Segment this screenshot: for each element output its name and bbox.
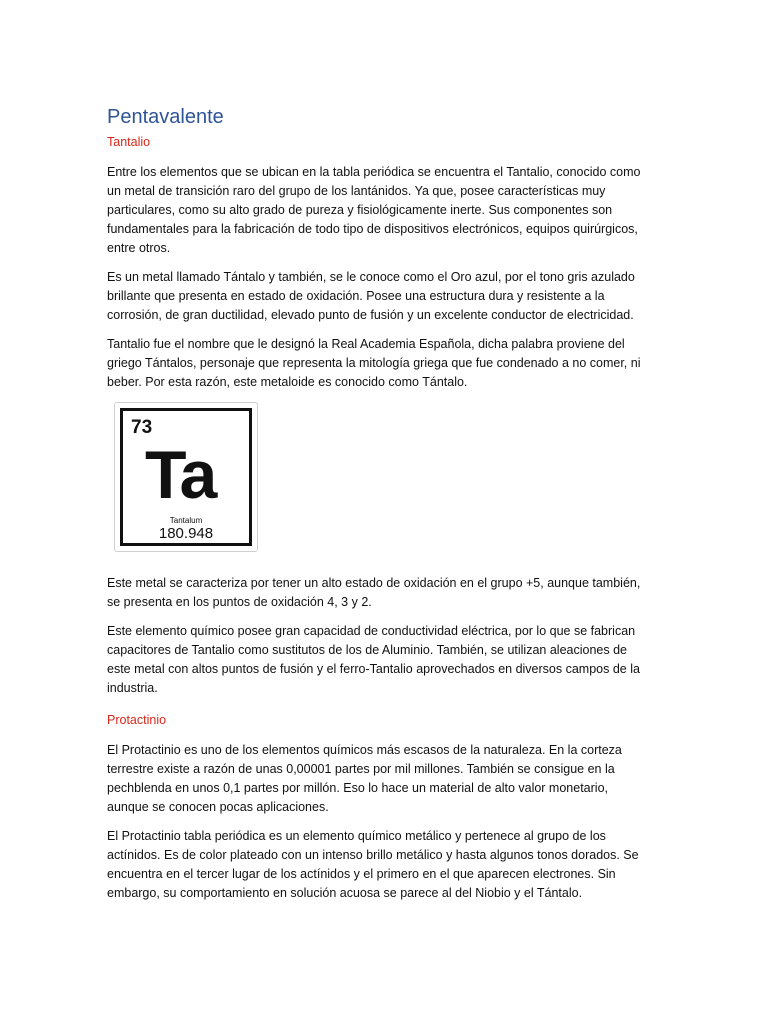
paragraph: Entre los elementos que se ubican en la tabla periódica se encuentra el Tantalio, conocido como un metal de transición raro del grupo de los lantánidos. Ya que, posee características muy particulares, como su alto grado de pureza y fisiológicamente inerte. Sus componentes son fundamentales para la fabricación de todo tipo de dispositivos electrónicos, equipos quirúrgicos, entre otros. bbox=[107, 165, 641, 255]
section-heading-protactinio: Protactinio bbox=[107, 713, 167, 727]
paragraph: Tantalio fue el nombre que le designó la Real Academia Española, dicha palabra proviene del griego Tántalos, personaje que representa la mitología griega que fue condenado a no comer, ni beber. Por esta razón, este metaloide es conocido como Tántalo. bbox=[107, 337, 641, 389]
tantalum-element-card bbox=[114, 402, 258, 552]
section-heading-tantalio: Tantalio bbox=[107, 135, 151, 149]
element-symbol: Ta bbox=[145, 437, 216, 513]
paragraph: El Protactinio es uno de los elementos químicos más escasos de la naturaleza. En la corteza terrestre existe a razón de unas 0,00001 partes por mil millones. También se consigue en la pechblenda en unos 0,1 partes por millón. Eso lo hace un material de alto valor monetario, aunque se conocen pocas aplicaciones. bbox=[107, 743, 622, 814]
atomic-number: 73 bbox=[131, 417, 153, 438]
element-card-border bbox=[120, 408, 252, 546]
atomic-mass: 180.948 bbox=[158, 525, 214, 542]
paragraph: Este elemento químico posee gran capacidad de conductividad eléctrica, por lo que se fabrican capacitores de Tantalio como sustitutos de los de Aluminio. También, se utilizan aleaciones de este metal con altos puntos de fusión y el ferro-Tantalio aprovechados en diversos campos de la industria. bbox=[107, 624, 640, 695]
paragraph: Es un metal llamado Tántalo y también, se le conoce como el Oro azul, por el tono gris azulado brillante que presenta en estado de oxidación. Posee una estructura dura y resistente a la corrosión, de gran ductilidad, elevado punto de fusión y un excelente conductor de electricidad. bbox=[107, 270, 635, 322]
page-title: Pentavalente bbox=[107, 106, 224, 128]
document-page bbox=[107, 104, 647, 913]
element-name: Tantalum bbox=[169, 516, 203, 525]
paragraph: Este metal se caracteriza por tener un alto estado de oxidación en el grupo +5, aunque también, se presenta en los puntos de oxidación 4, 3 y 2. bbox=[107, 576, 641, 609]
paragraph: El Protactinio tabla periódica es un elemento químico metálico y pertenece al grupo de los actínidos. Es de color plateado con un intenso brillo metálico y hasta algunos tonos dorados. Se encuentra en el tercer lugar de los actínidos y el primero en el que aparecen electrones. Sin embargo, su comportamiento en solución acuosa se parece al del Niobio y el Tántalo. bbox=[107, 829, 639, 900]
